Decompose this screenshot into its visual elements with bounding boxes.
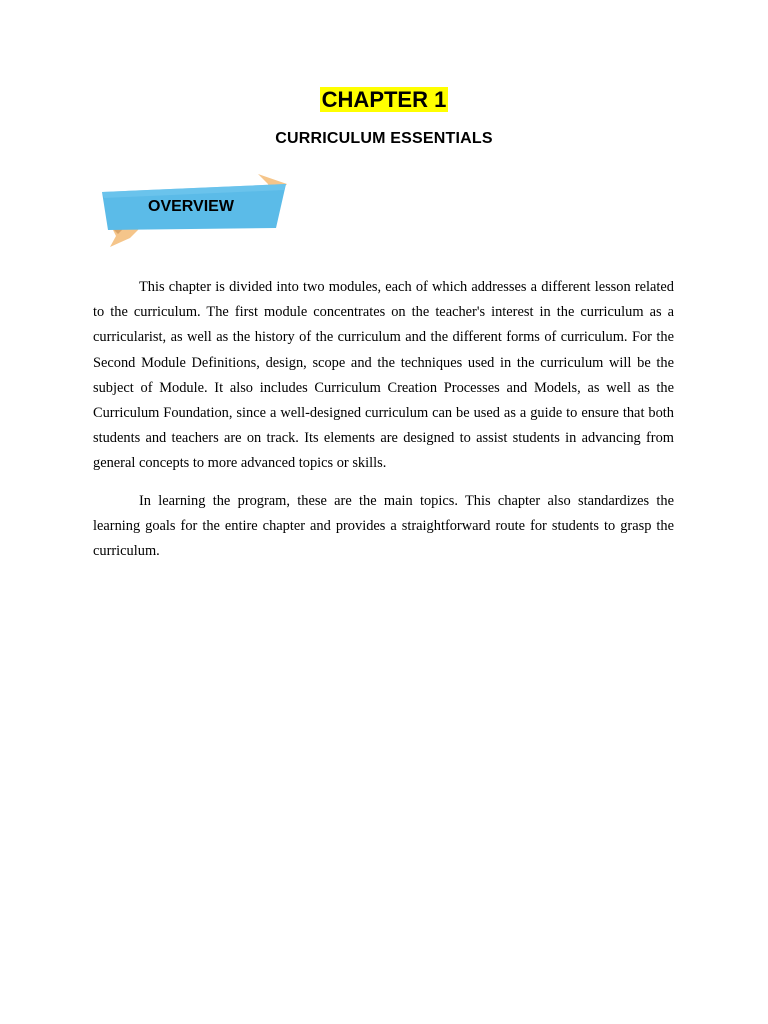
chapter-subtitle: CURRICULUM ESSENTIALS xyxy=(275,130,493,147)
paragraph-1: This chapter is divided into two modules, each of which addresses a different lesson related to the curriculum. The first module concentrates on the teacher's interest in the curriculum as a curricularist, as well as the history of the curriculum and the different forms of curriculum. For the Second Module Definitions, design, scope and the techniques used in the curriculum will be the subject of Module. It also includes Curriculum Creation Processes and Models, as well as the Curriculum Foundation, since a well-designed curriculum can be used as a guide to ensure that both students and teachers are on track. Its elements are designed to assist students in advancing from general concepts to more advanced topics or skills. xyxy=(93,279,674,472)
chapter-title xyxy=(0,86,768,114)
paragraph-2: In learning the program, these are the main topics. This chapter also standardizes the learning goals for the entire chapter and provides a straightforward route for students to grasp the curriculum. xyxy=(93,492,674,560)
overview-ribbon xyxy=(100,170,290,250)
body-text xyxy=(93,275,674,576)
ribbon-fold-bottom xyxy=(110,228,140,247)
overview-label: OVERVIEW xyxy=(148,198,234,215)
chapter-title-text: CHAPTER 1 xyxy=(321,87,447,112)
